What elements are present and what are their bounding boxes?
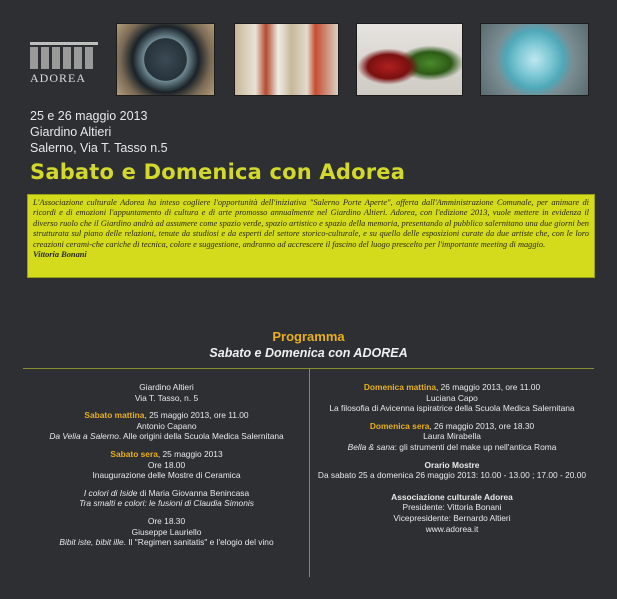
website-link[interactable]: www.adorea.it	[425, 523, 479, 534]
sat-morning-label: Sabato mattina	[84, 410, 145, 421]
sun-evening-date: , 26 maggio 2013, ore 18.30	[429, 420, 535, 431]
speaker-capano: Antonio Capano	[136, 420, 197, 431]
talk-lauriello-subtitle: . Il "Regimen sanitatis" e l'elogio del vino	[123, 537, 274, 548]
page-title: Sabato e Domenica con Adorea	[30, 160, 406, 184]
chili-peppers-photo	[356, 23, 463, 96]
left-address: Via T. Tasso, n. 5	[134, 392, 199, 403]
talk-mirabella	[312, 442, 592, 453]
event-venue: Giardino Altieri	[30, 125, 112, 139]
turquoise-glass-plate-photo	[480, 23, 589, 96]
event-address: Salerno, Via T. Tasso n.5	[30, 141, 168, 155]
sat-morning-heading	[25, 410, 308, 421]
sat-evening-heading	[25, 449, 308, 460]
program-right-column	[312, 382, 592, 534]
ceramic-figures-photo	[234, 23, 339, 96]
sun-morning-date: , 26 maggio 2013, ore 11.00	[435, 382, 541, 392]
left-venue: Giardino Altieri	[139, 382, 194, 392]
sun-morning-heading	[312, 382, 592, 393]
divider-vertical	[309, 369, 310, 577]
sat-evening-label: Sabato sera	[110, 448, 158, 459]
inauguration: Inaugurazione delle Mostre di Ceramica	[92, 470, 241, 481]
logo-text: ADOREA	[30, 71, 86, 85]
ceramic-plate-photo	[116, 23, 215, 96]
event-info	[30, 108, 168, 156]
speaker-lauriello: Giuseppe Lauriello	[131, 526, 202, 537]
speaker-mirabella: Laura Mirabella	[423, 431, 481, 442]
talk-lauriello-title: Bibit iste, bibit ille	[59, 537, 124, 548]
talk-capo: La filosofia di Avicenna ispiratrice della Scuola Medica Salernitana	[329, 403, 575, 414]
adorea-logo	[30, 42, 98, 85]
talk-capano	[25, 431, 308, 442]
program-left-column	[25, 382, 308, 548]
talk-lauriello	[25, 537, 308, 548]
assoc-president: Presidente: Vittoria Bonani	[402, 502, 502, 513]
time-1800: Ore 18.00	[147, 459, 186, 470]
exhibit-simonis: Tra smalti e colori: le fusioni di Claudia Simonis	[79, 498, 254, 509]
speaker-capo: Luciana Capo	[426, 392, 478, 403]
intro-text-box	[27, 194, 595, 278]
talk-mirabella-title: Bella & sana	[347, 441, 395, 452]
sun-morning-label: Domenica mattina	[363, 382, 436, 392]
exhibit-benincasa-title: I colori di Iside	[83, 487, 138, 498]
hours-title: Orario Mostre	[424, 459, 480, 470]
time-1830: Ore 18.30	[147, 515, 186, 526]
sun-evening-label: Domenica sera	[369, 420, 430, 431]
sat-morning-date: , 25 maggio 2013, ore 11.00	[144, 410, 249, 421]
assoc-vicepresident: Vicepresidente: Bernardo Altieri	[393, 512, 511, 523]
talk-capano-title: Da Velia a Salerno	[49, 431, 119, 442]
assoc-title: Associazione culturale Adorea	[391, 491, 513, 502]
logo-columns-icon	[30, 42, 98, 69]
sun-evening-heading	[312, 421, 592, 432]
exhibit-benincasa	[25, 488, 308, 499]
program-title: Programma	[272, 329, 345, 344]
intro-signature: Vittoria Bonani	[33, 250, 87, 260]
event-dates: 25 e 26 maggio 2013	[30, 109, 148, 123]
intro-text: L'Associazione culturale Adorea ha inteso cogliere l'opportunità dell'iniziativa "Salerno Porte Aperte", offerta dall'Amministrazione Comunale, per animare di ricordi e di emozioni l'appuntamento di cultura e di arte promosso annualmente nel Giardino Altieri. Adorea, con l'edizione 2013, vuole mettere in evidenza il diverso ruolo che il Giardino andrà ad assumere come spazio verde, spazio artistico e spazio della memoria, presentando al pubblico salernitano una due giorni ben strutturata sul piano delle relazioni, tenute da studiosi e da esperti del settore storico-culturale, e su quello delle esposizioni curate da due artiste che, con le loro creazioni cerami-che cariche di tecnica, colore e suggestione, andranno ad accrescere il fascino del luogo prescelto per l'importante meeting di maggio.	[33, 198, 589, 249]
sat-evening-date: , 25 maggio 2013	[157, 448, 223, 459]
talk-capano-subtitle: . Alle origini della Scuola Medica Salernitana	[118, 431, 284, 442]
program-subtitle: Sabato e Domenica con ADOREA	[209, 346, 408, 360]
exhibit-benincasa-artist: di Maria Giovanna Benincasa	[137, 487, 250, 498]
hours-text: Da sabato 25 a domenica 26 maggio 2013: 10.00 - 13.00 ; 17.00 - 20.00	[317, 470, 587, 481]
talk-mirabella-subtitle: : gli strumenti del make up nell'antica Roma	[394, 441, 557, 452]
